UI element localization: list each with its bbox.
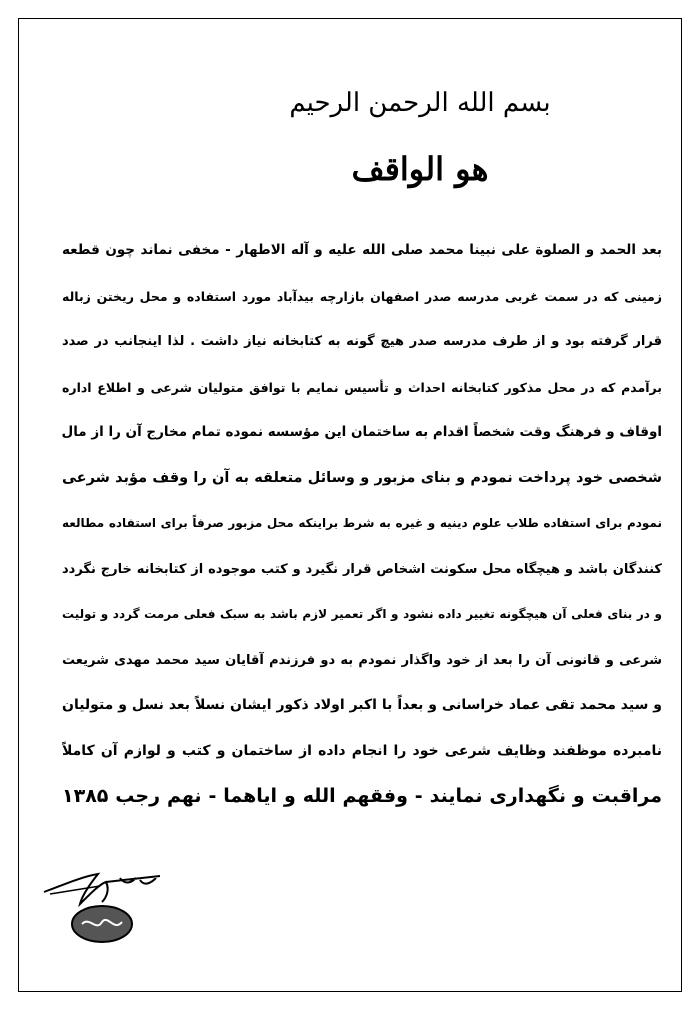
basmala-heading: بسم الله الرحمن الرحيم	[289, 88, 551, 118]
text-line: نامبرده موظفند وظایف شرعی خود را انجام داده از ساختمان و کتب و لوازم آن کاملاً	[62, 742, 662, 759]
text-line: اوقاف و فرهنگ وقت شخصاً اقدام به ساختمان این مؤسسه نموده تمام مخارج آن را از مال	[62, 424, 662, 440]
text-line: و سید محمد تقی عماد خراسانی و بعداً با اکبر اولاد ذکور ایشان نسلاً بعد نسل و متولیان	[62, 697, 662, 713]
text-line: نمودم برای استفاده طلاب علوم دینیه و غیره به شرط براینکه محل مزبور صرفاً برای استفاده مطالعه	[62, 516, 662, 530]
signature-stroke	[44, 874, 160, 904]
text-line: برآمدم که در محل مذکور کتابخانه احداث و تأسیس نمایم با توافق متولیان شرعی و اطلاع اداره	[62, 379, 662, 395]
text-line: شرعی و قانونی آن را بعد از خود واگذار نمودم به دو فرزندم آقایان سید محمد مهدی شریعت	[62, 652, 662, 668]
signature-and-seal	[40, 862, 170, 947]
document-title: هو الواقف	[351, 150, 489, 188]
text-line: و در بنای فعلی آن هیچگونه تغییر داده نشود و اگر تعمیر لازم باشد به سبک فعلی مرمت گردد و تولیت	[62, 607, 662, 621]
text-line: شخصی خود پرداخت نمودم و بنای مزبور و وسائل متعلقه به آن را وقف مؤبد شرعی	[62, 469, 662, 486]
text-line: بعد الحمد و الصلوة علی نبینا محمد صلی الله علیه و آله الاطهار - مخفی نماند چون قطعه	[62, 242, 662, 258]
document-body	[62, 228, 662, 820]
text-line: کنندگان باشد و هیچگاه محل سکونت اشخاص قرار نگیرد و کتب موجوده از کتابخانه خارج نگردد	[62, 561, 662, 577]
text-line: قرار گرفته بود و از طرف مدرسه صدر هیچ گونه به کتابخانه نیاز داشت . لذا اینجانب در صدد	[62, 334, 662, 349]
text-line: زمینی که در سمت غربی مدرسه صدر اصفهان بازارچه بیدآباد مورد استفاده و محل ریختن زباله	[62, 288, 662, 304]
date-line: مراقبت و نگهداری نمایند - وفقهم الله و ایاهما - نهم رجب ۱۳۸۵	[62, 785, 662, 807]
seal-icon	[72, 906, 132, 942]
